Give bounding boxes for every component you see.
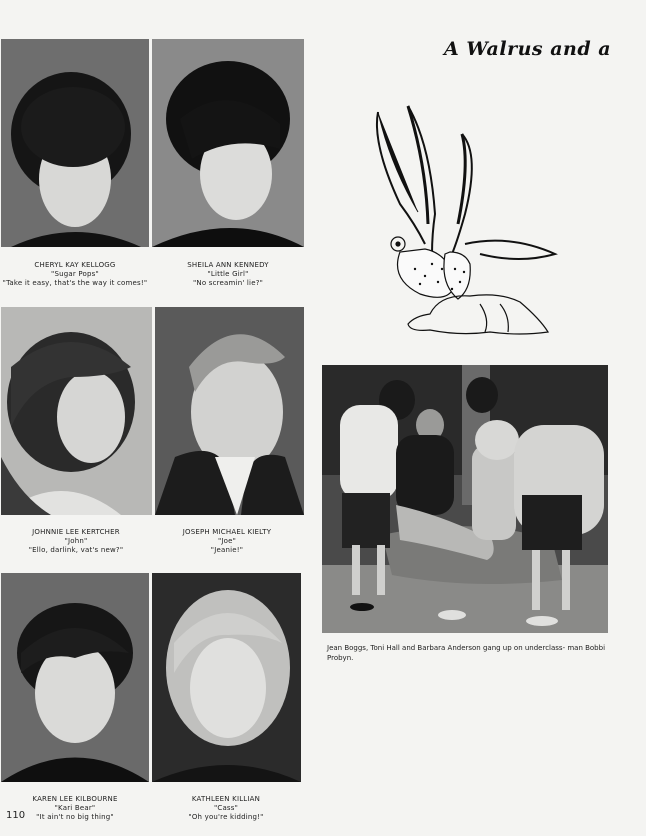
photo-caption: Jean Boggs, Toni Hall and Barbara Anderson gang up on underclass- man Bobbi Probyn. (327, 644, 606, 662)
student-quote: "Oh you're kidding!" (188, 813, 264, 821)
candid-group-photo (322, 365, 608, 633)
student-caption (0, 528, 152, 555)
student-quote: "Jeanie!" (210, 546, 244, 554)
student-name: KAREN LEE KILBOURNE (32, 795, 118, 803)
student-nickname: "Sugar Pops" (51, 270, 99, 278)
student-quote: "Ello, darlink, vat's new?" (28, 546, 124, 554)
page-title: A Walrus and a (444, 38, 612, 60)
student-caption (150, 528, 304, 555)
student-caption (152, 261, 304, 288)
student-quote: "It ain't no big thing" (36, 813, 114, 821)
student-nickname: "Joe" (217, 537, 237, 545)
portrait-photo (155, 307, 304, 515)
portrait-photo (1, 573, 149, 782)
portrait-photo (1, 39, 149, 247)
student-name: JOHNNIE LEE KERTCHER (32, 528, 120, 536)
student-name: CHERYL KAY KELLOGG (34, 261, 116, 269)
portrait-photo (152, 39, 304, 247)
portrait-photo (152, 573, 301, 782)
student-nickname: "John" (64, 537, 88, 545)
student-quote: "Take it easy, that's the way it comes!" (2, 279, 148, 287)
student-quote: "No screamin' lie?" (192, 279, 264, 287)
student-name: SHEILA ANN KENNEDY (187, 261, 269, 269)
student-nickname: "Cass" (213, 804, 239, 812)
strawberry-sketch-illustration (370, 104, 565, 344)
student-caption (150, 795, 302, 822)
student-name: JOSEPH MICHAEL KIELTY (182, 528, 272, 536)
student-nickname: "Kari Bear" (54, 804, 96, 812)
student-caption (0, 261, 150, 288)
student-nickname: "Little Girl" (207, 270, 249, 278)
student-name: KATHLEEN KILLIAN (191, 795, 261, 803)
portrait-photo (1, 307, 152, 515)
page-number: 110 (6, 810, 26, 821)
